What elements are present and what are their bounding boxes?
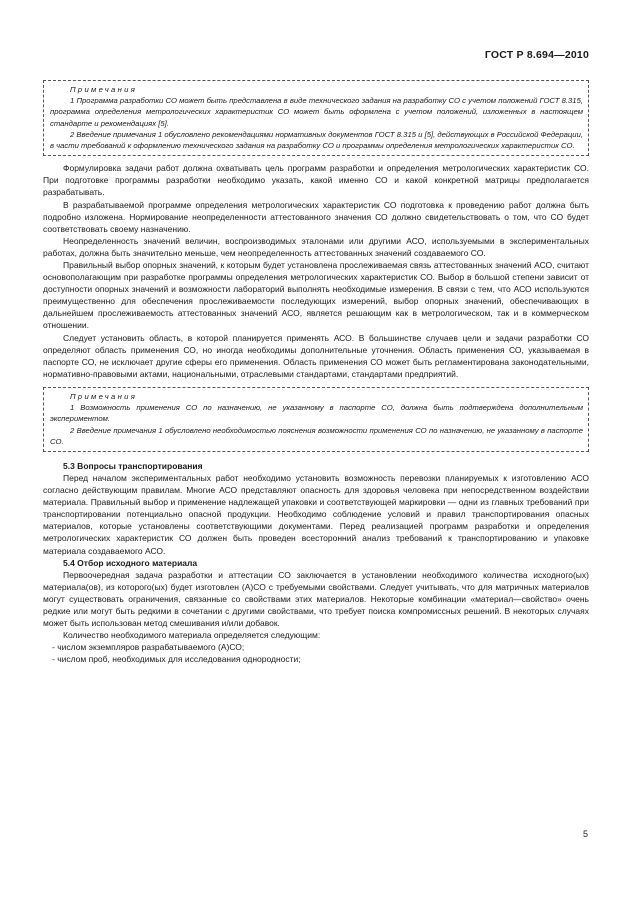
body-text-2 [43, 460, 589, 666]
note-title: Примечания [70, 85, 138, 94]
note-item: 2 Введение примечания 1 обусловлено необходимостью пояснения возможности применения СО по назначению, не указанному в паспорте СО. [50, 425, 583, 446]
section-heading: 5.4 Отбор исходного материала [63, 557, 198, 568]
paragraph: Неопределенность значений величин, воспроизводимых эталонами или другими АСО, используемыми в экспериментальных работах, должна быть значительно меньше, чем неопределенность аттестованных значений создаваемого СО. [43, 235, 589, 258]
paragraph: Следует установить область, в которой планируется применять АСО. В большинстве случаев цели и задачи разработки СО определяют область применения СО, но иногда необходимы дополнительные уточнения. Область применения СО, указываемая в паспорте СО, не исключает другие сферы его применения. Область применения СО может быть регламентирована законодательными, нормативно-правовыми актами, национальными, отраслевыми стандартами, стандартами предприятий. [43, 332, 589, 379]
page-content [43, 80, 589, 666]
paragraph: Правильный выбор опорных значений, к которым будет установлена прослеживаемая связь аттестованных значений АСО, считают основополагающим при разработке программы определения метрологических характеристик СО. Выбор в большой степени зависит от доступности опорных значений и возможности лабораторий выполнять необходимые измерения. В связи с тем, что АСО используются преимущественно для обеспечения прослеживаемости последующих измерений, выбор опорных значений, обеспечивающих в дальнейшем прослеживаемость аттестованных значений АСО, является решающим как в метрологическом, так и в коммерческом отношении. [43, 259, 589, 331]
note-item: 1 Программа разработки СО может быть представлена в виде технического задания на разработку СО с учетом положений ГОСТ 8.315, программа определения метрологических характеристик СО может быть оформлена с учетом положений, изложенных в настоящем стандарте и рекомендациях [5]. [50, 96, 583, 128]
paragraph: Перед началом экспериментальных работ необходимо установить возможность перевозки планируемых к изготовлению АСО согласно действующим правилам. Многие АСО представляют опасность для здоровья человека при непосредственном воздействии материала. Правильный выбор и применение надлежащей упаковки и соответствующей маркировки — одни из главных требований при транспортировании потенциально опасной продукции. Необходимо соблюдение условий и правил транспортирования опасных материалов, которые установлены соответствующими документами. Перед реализацией программ разработки и определения метрологических характеристик СО должен быть проведен всесторонний анализ требований к транспортированию и упаковке материала создаваемого АСО. [43, 473, 589, 556]
body-text-1 [43, 162, 589, 380]
section-heading: 5.3 Вопросы транспортирования [63, 460, 203, 471]
standard-designation: ГОСТ Р 8.694—2010 [484, 49, 589, 61]
note-box-1 [43, 80, 589, 156]
paragraph: Количество необходимого материала определяется следующим: [63, 630, 321, 641]
note-item: 1 Возможность применения СО по назначению, не указанному в паспорте СО, должна быть подтверждена дополнительным экспериментом. [50, 403, 583, 424]
list-item: - числом проб, необходимых для исследования однородности; [52, 654, 301, 665]
note-item: 2 Введение примечания 1 обусловлено рекомендациями нормативных документов ГОСТ 8.315 и [5], действующих в Российской Федерации, в части требований к оформлению технического задания на разработку СО и программы определения метрологических характеристик СО. [50, 129, 583, 151]
page-number: 5 [582, 829, 588, 839]
list-item: - числом экземпляров разрабатываемого (А)СО; [52, 642, 245, 653]
paragraph: В разрабатываемой программе определения метрологических характеристик СО подготовка к проведению работ должна быть подробно изложена. Нормирование неопределенности аттестованного значения СО должно свидетельствовать о том, что СО будет соответствовать своему назначению. [43, 199, 589, 234]
note-box-2 [43, 387, 589, 452]
paragraph: Первоочередная задача разработки и аттестации СО заключается в установлении необходимого количества исходного(ых) материала(ов), из которого(ых) будет изготовлен (А)СО с требуемыми свойствами. Следует учитывать, что для матричных материалов могут существовать ограничения, связанные со свойствами этих материалов. Некоторые комбинации «материал—свойство» очень редкие или могут быть редкими в сочетании с другими свойствами, что требует поиска компромиссных решений. В некоторых случаях может быть использован метод смешивания и/или добавок. [43, 569, 589, 629]
note-title: Примечания [70, 391, 138, 401]
paragraph: Формулировка задачи работ должна охватывать цель программ разработки и определения метрологических характеристик СО. При подготовке программы разработки необходимо указать, какой именно СО и какой конкретной матрицы предполагается разрабатывать. [43, 163, 589, 198]
